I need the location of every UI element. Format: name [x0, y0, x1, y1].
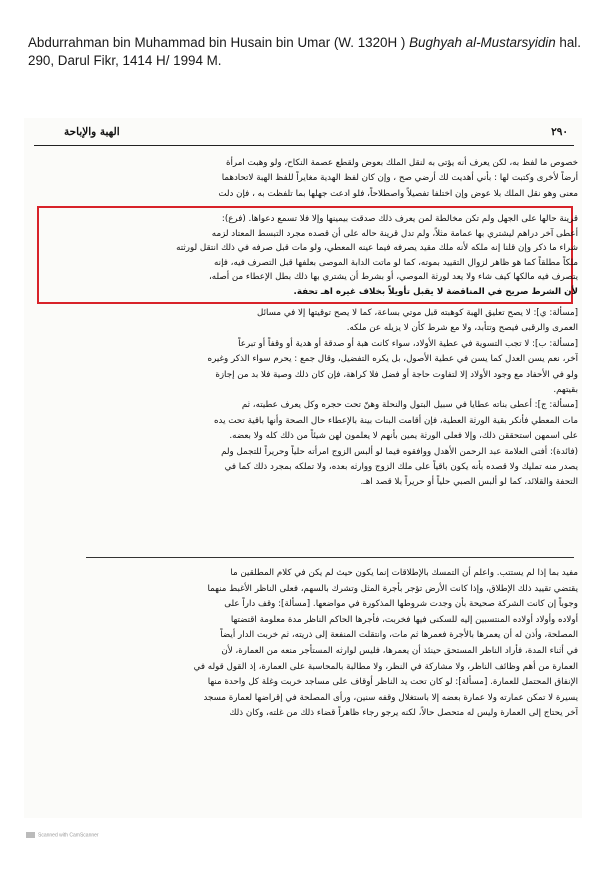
text-line: وجوباً إن كانت الشركة صحيحة بأن وجدت شروطها المذكورة في مواضعها. [مسألة]: وقف داراً على — [224, 599, 578, 610]
page-header — [34, 126, 574, 144]
text-line: أعطى آخر دراهم ليشتري بها عمامة مثلاً، ولم تدل قرينة حاله على أن قصده مجرد التبسط المعتاد لزمه — [211, 228, 578, 239]
text-line: ولو في الأحفاد مع وجود الأولاد إلا لتفاوت حاجة أو فضل فلا كراهة، فإن كان ذلك وصية فلا بد من إجازة — [215, 369, 578, 380]
page-number: ٢٩٠ — [551, 126, 568, 138]
text-line: [مسألة: ي]: لا يصح تعليق الهبة كوهبته قبل موتي بساعة، كما لا يصح توقيتها إلا في مسائل — [257, 308, 578, 318]
highlighted-passage — [30, 212, 578, 300]
text-line: العمرى والرقبى فيصح وتتأبد، ولا مع شرط كأن لا يزيله عن ملكه. — [346, 323, 578, 334]
text-line: [مسألة: ب]: لا تجب التسوية في عطية الأولاد، سواء كانت هبة أو صدقة أو هدية أو وقفاً أو تبرعاً — [238, 338, 578, 349]
text-line: العمارة من أهم وظائف الناظر، ولا مشاركة في النظر، ولا مطالبة بالمحاسبة على العمارة، إذ القول قوله في — [193, 661, 578, 672]
text-line: لأن الشرط صريح في المناقضة لا يقبل تأويلاً بخلاف غيره اهـ تحفة. — [293, 286, 578, 297]
intro-paragraph — [30, 156, 578, 202]
scanner-watermark — [26, 832, 99, 838]
text-line: آخر، نعم يسن العدل كما يسن في عطية الأصول، بل يكره التفضيل، وقال جمع : يحرم سواء الذكر وغيره — [207, 354, 578, 365]
text-line: (فائدة): أفتى العلامة عبد الرحمن الأهدل ووافقوه فيما لو ألبس الزوج امرأته حلياً وحريراً للتجمل ولم — [221, 446, 578, 457]
citation-publication: hal. 290, Darul Fikr, 1414 H/ 1994 M. — [28, 35, 581, 68]
text-line: قرينة حالها على الجهل ولم تكن مخالطة لمن يعرف ذلك صدقت بيمينها وإلا فلا تسمع دعواها. (فرع): — [221, 214, 578, 224]
text-line: أرضاً لأخرى وكتبت لها : بأني أهديت لك أرضي صح ، وإن كان لفظ الهدية مغايراً للفظ الهبة لاتحادهما — [221, 173, 578, 184]
text-line: آخر يحتاج إلى العمارة وليس له متحصل حالاً، لكنه يرجو رجاء ظاهراً قضاء ذلك من غلته، وكان ذلك — [229, 708, 578, 719]
text-line: أولاده وأولاد أولاده المنتسبين إليه للسكنى فيها فخربت، فأجرها الحاكم الناظر مدة معلومة اقتضتها — [230, 614, 578, 625]
header-rule — [34, 145, 574, 146]
citation-book-title: Bughyah al-Mustarsyidin — [409, 35, 556, 50]
page-header-title: الهبة والإباحة — [64, 126, 120, 138]
text-line: يسيرة لا تمكن عمارته ولا عمارة بعضه إلا باستغلال وقفه سنين، ورأى المصلحة في إقراضها لعمارة مسجد — [203, 692, 578, 703]
text-line: مات المعطي فأنكر بقية الورثة العطية، فإن أقامت البنات بينة بالإعطاء حال الصحة وأنها باقية تحت يده — [213, 415, 578, 426]
text-line: يقتضي تقييد ذلك الإطلاق، وإذا كانت الأرض تؤجر بأجرة المثل وتشرك بالسهم، فعلى الناظر الأغبط منهما — [207, 583, 578, 594]
text-line: الإنفاق المحتمل للعمارة. [مسألة]: لو كان تحت يد الناظر أوقاف على مساجد خربت وغلة كل واحدة منها — [207, 677, 578, 688]
text-line: يصدر منه تمليك ولا قصده بأنه يكون باقياً على ملك الزوج ووارثه بعده، ولا تملكه بمجرد ذلك كما في — [224, 462, 578, 473]
text-line: يتصرف فيه مالكها كيف شاء ولا يعد لورثة الموصي، أو بشرط أن يشتري بها ذلك بطل الإعطاء من أصله، — [208, 272, 578, 283]
scanner-footer-text: Scanned with CamScanner — [38, 832, 99, 839]
text-line: المصلحة، وأذن له أن يعمرها بالأجرة فعمرها ثم مات، وانتقلت المنفعة إلى ذريته، ثم خربت الدار أيضاً — [220, 630, 578, 641]
camscanner-icon — [26, 832, 35, 838]
text-line: معنى وهو نقل الملك بلا عوض وإن اختلفا تفصيلاً واصطلاحاً، فلو ادعت جهلها بما تلفظت به ، فإن دلت — [218, 188, 578, 199]
text-line: في أثناء المدة، فأراد الناظر المستحق حينئذ أن يعمرها، فليس لوارثه المستأجر منعه من العمارة، لأن — [221, 645, 578, 656]
text-line: [مسألة: ج]: أعطى بناته عطايا في سبيل البتول والنحلة وهنّ تحت حجره وكل يعرف عطيته، ثم — [241, 400, 578, 411]
footnote-divider — [86, 557, 574, 558]
text-line: ملكاً مطلقاً كما هو ظاهر لزوال التقييد بموته، كما لو ماتت الدابة الموصى بعلفها قبل التصرف فيه، فإنه — [214, 257, 578, 268]
text-line: شراء ما ذكر وإن قلنا إنه ملكه لأنه ملك مقيد يصرفه فيما عينه المعطي، ولو مات قبل صرفه في ذلك انتقل لورثته — [176, 243, 578, 254]
body-paragraphs — [30, 306, 578, 491]
footnote-section — [30, 566, 578, 722]
text-line: التحفة والقلائد، كما لو ألبس الصبي حلياً أو حريراً بلا قصد اهـ. — [360, 477, 578, 488]
citation — [28, 34, 584, 70]
text-line: بقيتهم. — [553, 385, 578, 396]
text-line: خصوص ما لفظ به، لكن يعرف أنه يؤتى به لنقل الملك بعوض ولقطع عصمة النكاح، ولو وهبت امرأة — [225, 158, 578, 168]
text-line: على اسمهن استحققن ذلك، وإلا فعلى الورثة يمين بأنهم لا يعلمون لهن شيئاً من ذلك كله ولا بعضه. — [229, 431, 578, 442]
citation-author: Abdurrahman bin Muhammad bin Husain bin Umar (W. 1320H ) — [28, 35, 410, 50]
text-line: مفيد بما إذا لم يستتب. واعلم أن التمسك بالإطلاقات إنما يكون حيث لم يكن في كلام المطلقين ما — [230, 568, 578, 578]
